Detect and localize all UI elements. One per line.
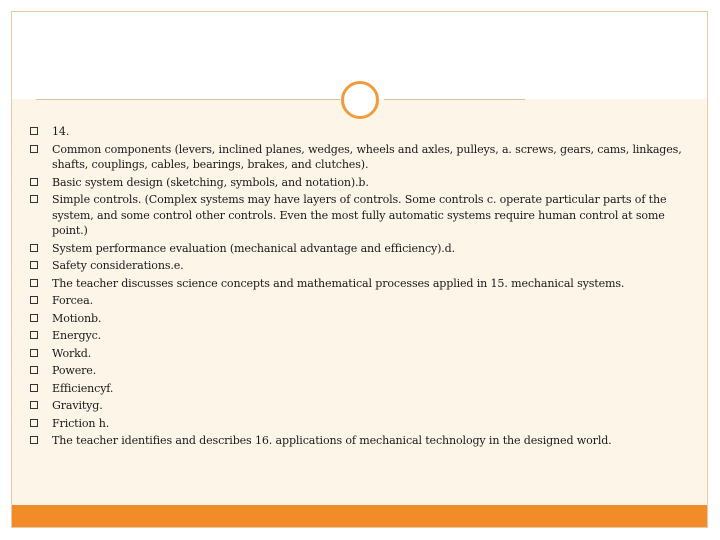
list-item-text: Powere. [52,364,97,377]
list-item-text: 14. [52,125,70,138]
list-item-text: Efficiencyf. [52,381,114,395]
square-bullet-icon [30,401,38,409]
list-item [30,276,694,292]
list-item-text: Simple controls. (Complex systems may have layers of controls. Some controls c. operate particular parts of the system, and some control other controls. Even the most fully automatic systems require human control at some point.) [52,193,667,237]
list-item-text: Energyc. [52,329,102,342]
title-divider-right [384,99,525,100]
list-item-text: Common components (levers, inclined planes, wedges, wheels and axles, pulleys, a. screws, gears, cams, linkages, shafts, couplings, cables, bearings, brakes, and clutches). [52,142,682,171]
list-item [30,175,694,191]
list-item [30,241,694,257]
list-item [30,363,694,379]
list-item [30,433,694,449]
list-item [30,293,694,309]
list-item-text: Gravityg. [52,399,103,412]
list-item [30,346,694,362]
list-item [30,142,694,173]
list-item [30,416,694,432]
list-item-text: The teacher discusses science concepts and mathematical processes applied in 15. mechanical systems. [52,276,625,290]
list-item [30,192,694,239]
ring-ornament [341,81,379,119]
list-item-text: Friction h. [52,416,110,430]
square-bullet-icon [30,178,38,186]
bottom-accent-bar [12,505,707,527]
square-bullet-icon [30,419,38,427]
square-bullet-icon [30,314,38,322]
list-item [30,258,694,274]
list-item [30,398,694,414]
square-bullet-icon [30,145,38,153]
list-item-text: Motionb. [52,311,102,325]
list-item-text: Safety considerations.e. [52,259,184,272]
list-item [30,381,694,397]
list-item-text: Basic system design (sketching, symbols, and notation).b. [52,175,369,189]
square-bullet-icon [30,296,38,304]
square-bullet-icon [30,195,38,203]
list-item-text: System performance evaluation (mechanical advantage and efficiency).d. [52,241,456,255]
list-item-text: The teacher identifies and describes 16. applications of mechanical technology in the designed world. [52,434,612,447]
title-divider-left [36,99,340,100]
square-bullet-icon [30,331,38,339]
square-bullet-icon [30,244,38,252]
square-bullet-icon [30,384,38,392]
list-item [30,328,694,344]
square-bullet-icon [30,349,38,357]
square-bullet-icon [30,261,38,269]
list-item [30,311,694,327]
square-bullet-icon [30,127,38,135]
list-item [30,124,694,140]
square-bullet-icon [30,436,38,444]
list-item-text: Workd. [52,346,92,360]
list-item-text: Forcea. [52,294,93,307]
square-bullet-icon [30,279,38,287]
square-bullet-icon [30,366,38,374]
bullet-list [30,124,694,451]
